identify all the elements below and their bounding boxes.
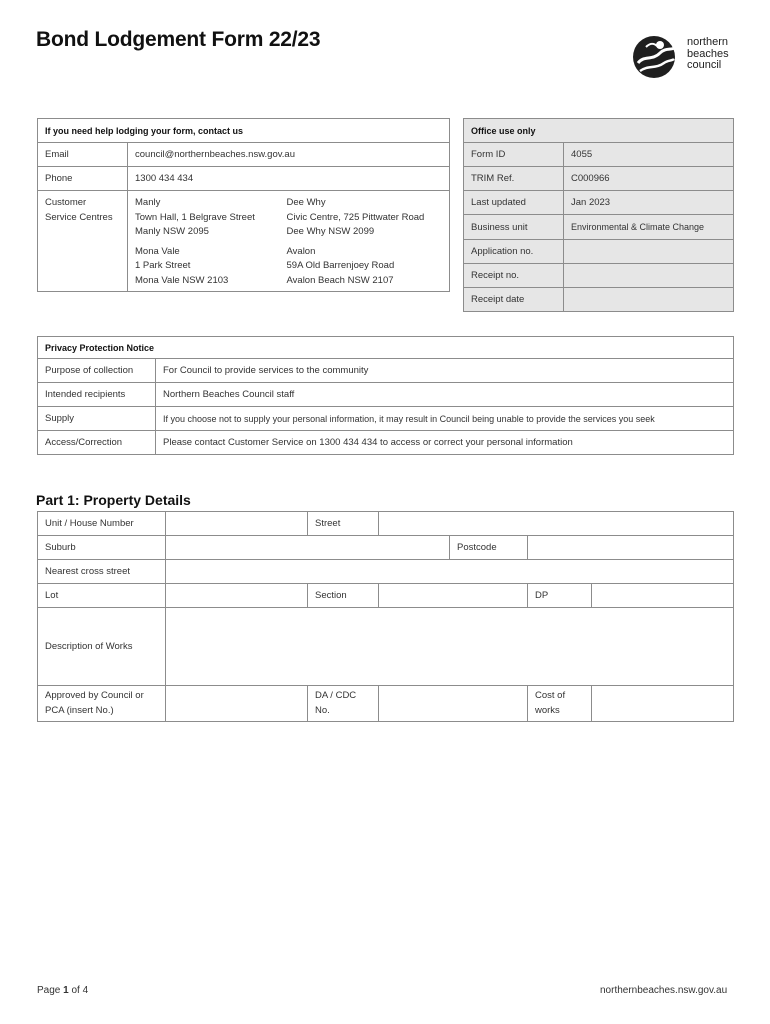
help-contact-table: [37, 118, 450, 292]
supply-label: Supply: [38, 407, 156, 431]
access-value: Please contact Customer Service on 1300 434 434 to access or correct your personal information: [156, 431, 734, 455]
phone-label: Phone: [38, 167, 128, 191]
cost-of-works-label: Cost of works: [528, 686, 592, 722]
email-label: Email: [38, 143, 128, 167]
service-centres-right: [280, 191, 450, 292]
supply-value: If you choose not to supply your personal information, it may result in Council being unable to provide the services you seek: [156, 407, 734, 431]
page-number: Page 1 of 4: [37, 985, 89, 996]
email-value: council@northernbeaches.nsw.gov.au: [128, 143, 450, 167]
business-unit-label: Business unit: [464, 215, 564, 240]
lot-label: Lot: [38, 584, 166, 608]
centre-avalon: Avalon 59A Old Barrenjoey Road Avalon Beach NSW 2107: [286, 245, 395, 286]
trim-ref-value: C000966: [564, 167, 734, 191]
suburb-label: Suburb: [38, 536, 166, 560]
last-updated-label: Last updated: [464, 191, 564, 215]
council-logo-text: northern beaches council: [687, 36, 729, 71]
street-label: Street: [308, 512, 379, 536]
service-centres-label: Customer Service Centres: [38, 191, 128, 292]
recipients-label: Intended recipients: [38, 383, 156, 407]
receipt-no-label: Receipt no.: [464, 264, 564, 288]
office-use-table: [463, 118, 734, 312]
application-no-field: [564, 240, 734, 264]
service-centres-left: [128, 191, 280, 292]
description-label: Description of Works: [38, 608, 166, 686]
access-label: Access/Correction: [38, 431, 156, 455]
purpose-value: For Council to provide services to the community: [156, 359, 734, 383]
receipt-date-field: [564, 288, 734, 312]
approved-input[interactable]: [166, 686, 308, 722]
part1-title: Part 1: Property Details: [36, 492, 191, 508]
recipients-value: Northern Beaches Council staff: [156, 383, 734, 407]
form-id-value: 4055: [564, 143, 734, 167]
phone-value: 1300 434 434: [128, 167, 450, 191]
business-unit-value: Environmental & Climate Change: [564, 215, 734, 240]
cross-street-label: Nearest cross street: [38, 560, 166, 584]
unit-number-label: Unit / House Number: [38, 512, 166, 536]
application-no-label: Application no.: [464, 240, 564, 264]
street-input[interactable]: [379, 512, 734, 536]
section-label: Section: [308, 584, 379, 608]
page-title: Bond Lodgement Form 22/23: [36, 28, 321, 51]
postcode-label: Postcode: [450, 536, 528, 560]
privacy-heading: Privacy Protection Notice: [38, 337, 734, 359]
purpose-label: Purpose of collection: [38, 359, 156, 383]
help-heading: If you need help lodging your form, contact us: [38, 119, 450, 143]
cross-street-input[interactable]: [166, 560, 734, 584]
approved-label: Approved by Council or PCA (insert No.): [38, 686, 166, 722]
receipt-no-field: [564, 264, 734, 288]
last-updated-value: Jan 2023: [564, 191, 734, 215]
office-heading: Office use only: [464, 119, 734, 143]
description-input[interactable]: [166, 608, 734, 686]
section-input[interactable]: [379, 584, 528, 608]
current-page: 1: [63, 985, 69, 996]
lot-input[interactable]: [166, 584, 308, 608]
centre-manly: Manly Town Hall, 1 Belgrave Street Manly NSW 2095: [135, 197, 255, 237]
dp-label: DP: [528, 584, 592, 608]
trim-ref-label: TRIM Ref.: [464, 167, 564, 191]
centre-mona-vale: Mona Vale 1 Park Street Mona Vale NSW 2103: [135, 245, 229, 286]
da-cdc-input[interactable]: [379, 686, 528, 722]
postcode-input[interactable]: [528, 536, 734, 560]
da-cdc-label: DA / CDC No.: [308, 686, 379, 722]
property-details-table: [37, 511, 734, 722]
cost-of-works-input[interactable]: [592, 686, 734, 722]
centre-dee-why: Dee Why Civic Centre, 725 Pittwater Road Dee Why NSW 2099: [286, 197, 425, 237]
dp-input[interactable]: [592, 584, 734, 608]
receipt-date-label: Receipt date: [464, 288, 564, 312]
form-id-label: Form ID: [464, 143, 564, 167]
footer-website[interactable]: northernbeaches.nsw.gov.au: [600, 985, 728, 996]
suburb-input[interactable]: [166, 536, 450, 560]
council-logo-mark-icon: [630, 33, 686, 81]
privacy-notice-table: [37, 336, 734, 455]
unit-number-input[interactable]: [166, 512, 308, 536]
